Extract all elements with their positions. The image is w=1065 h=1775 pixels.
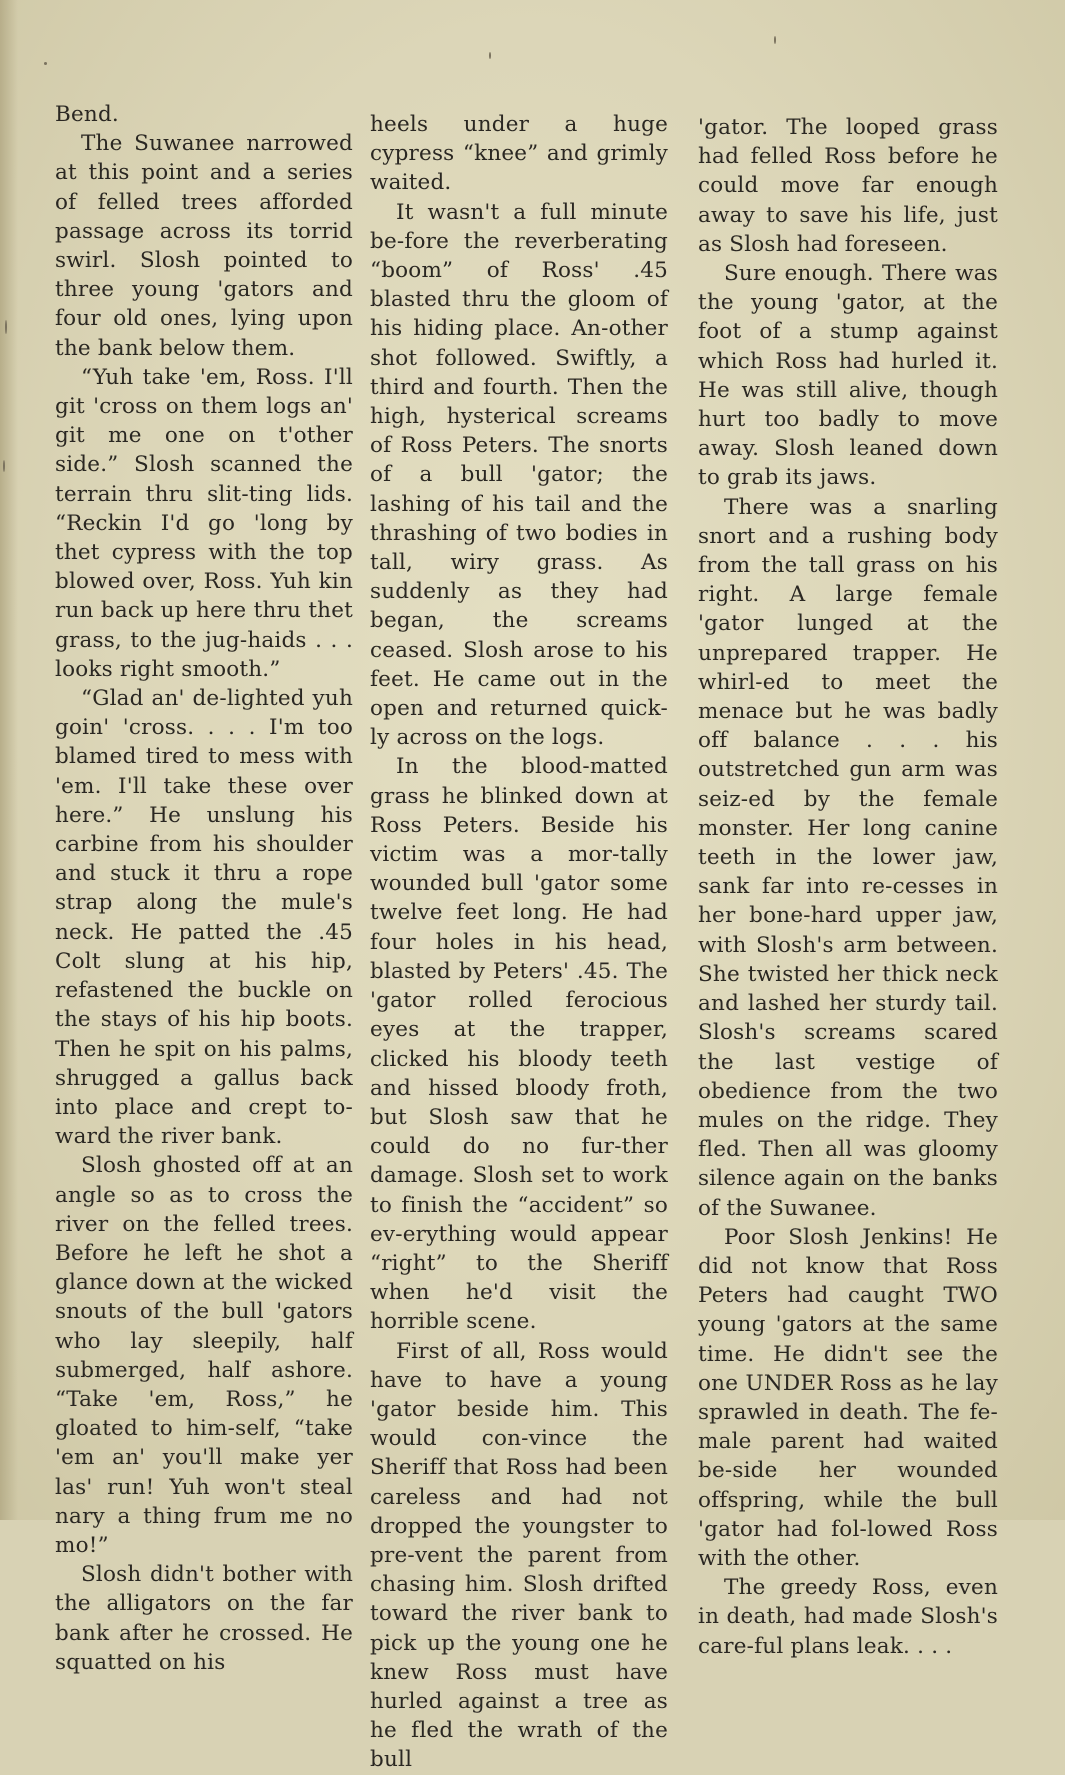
print-speck — [774, 36, 776, 44]
print-speck — [44, 62, 47, 65]
paragraph: The greedy Ross, even in death, had made Slosh's care-ful plans leak. . . . — [698, 1575, 998, 1659]
paragraph: It wasn't a full minute be-fore the reverberating “boom” of Ross' .45 blasted thru the gloom of his hiding place. An-other shot followed. Swiftly, a third and fourth. Then the high, hysterical screams of Ross Peters. The snorts of a bull 'gator; the lashing of his tail and the thrashing of two bodies in tall, wiry grass. As suddenly as they had began, the screams ceased. Slosh arose to his feet. He came out in the open and returned quick-ly across on the logs. — [370, 199, 668, 751]
paragraph: “Yuh take 'em, Ross. I'll git 'cross on them logs an' git me one on t'other side.” Slosh scanned the terrain thru slit-ting lids. “Reckin I'd go 'long by thet cypress with the top blowed over, Ross. Yuh kin run back up here thru thet grass, to the jug-haids . . . looks right smooth.” — [55, 364, 353, 682]
paragraph: The Suwanee narrowed at this point and a series of felled trees afforded passage across its torrid swirl. Slosh pointed to three young 'gators and four old ones, lying upon the bank below them. — [55, 131, 353, 361]
paragraph: 'gator. The looped grass had felled Ross before he could move far enough away to save his life, just as Slosh had foreseen. — [698, 115, 998, 257]
text-column-3 — [698, 113, 998, 1661]
paragraph: Poor Slosh Jenkins! He did not know that Ross Peters had caught TWO young 'gators at the same time. He didn't see the one UNDER Ross as he lay sprawled in death. The fe-male parent had waited be-side her wounded offspring, while the bull 'gator had fol-lowed Ross with the other. — [698, 1224, 998, 1571]
text-column-1 — [55, 100, 353, 1677]
paragraph: Bend. — [55, 102, 119, 127]
paragraph: Slosh didn't bother with the alligators on the far bank after he crossed. He squatted on his — [55, 1562, 353, 1675]
paragraph: heels under a huge cypress “knee” and grimly waited. — [370, 112, 668, 196]
paragraph: First of all, Ross would have to have a young 'gator beside him. This would con-vince the Sheriff that Ross had been careless and had not dropped the youngster to pre-vent the parent from chasing him. Slosh drifted toward the river bank to pick up the young one he knew Ross must have hurled against a tree as he fled the wrath of the bull — [370, 1338, 668, 1773]
print-speck — [3, 460, 5, 472]
paragraph: Sure enough. There was the young 'gator, at the foot of a stump against which Ross had hurled it. He was still alive, though hurt too badly to move away. Slosh leaned down to grab its jaws. — [698, 261, 998, 491]
text-column-2 — [370, 110, 668, 1775]
paragraph: Slosh ghosted off at an angle so as to cross the river on the felled trees. Before he left he shot a glance down at the wicked snouts of the bull 'gators who lay sleepily, half submerged, half ashore. “Take 'em, Ross,” he gloated to him-self, “take 'em an' you'll make yer las' run! Yuh won't steal nary a thing frum me no mo!” — [55, 1153, 353, 1558]
paragraph: There was a snarling snort and a rushing body from the tall grass on his right. A large female 'gator lunged at the unprepared trapper. He whirl-ed to meet the menace but he was badly off balance . . . his outstretched gun arm was seiz-ed by the female monster. Her long canine teeth in the lower jaw, sank far into re-cesses in her bone-hard upper jaw, with Slosh's arm between. She twisted her thick neck and lashed her sturdy tail. Slosh's screams scared the last vestige of obedience from the two mules on the ridge. They fled. Then all was gloomy silence again on the banks of the Suwanee. — [698, 494, 998, 1221]
paragraph: “Glad an' de-lighted yuh goin' 'cross. . . . I'm too blamed tired to mess with 'em. I'll take these over here.” He unslung his carbine from his shoulder and stuck it thru a rope strap along the mule's neck. He patted the .45 Colt slung at his hip, refastened the buckle on the stays of his hip boots. Then he spit on his palms, shrugged a gallus back into place and crept to-ward the river bank. — [55, 686, 353, 1150]
print-speck — [489, 52, 491, 59]
print-speck — [5, 320, 7, 334]
paragraph: In the blood-matted grass he blinked down at Ross Peters. Beside his victim was a mor-tally wounded bull 'gator some twelve feet long. He had four holes in his head, blasted by Peters' .45. The 'gator rolled ferocious eyes at the trapper, clicked his bloody teeth and hissed bloody froth, but Slosh saw that he could do no fur-ther damage. Slosh set to work to finish the “accident” so ev-erything would appear “right” to the Sheriff when he'd visit the horrible scene. — [370, 754, 668, 1335]
page-edge-shadow — [0, 0, 18, 1520]
